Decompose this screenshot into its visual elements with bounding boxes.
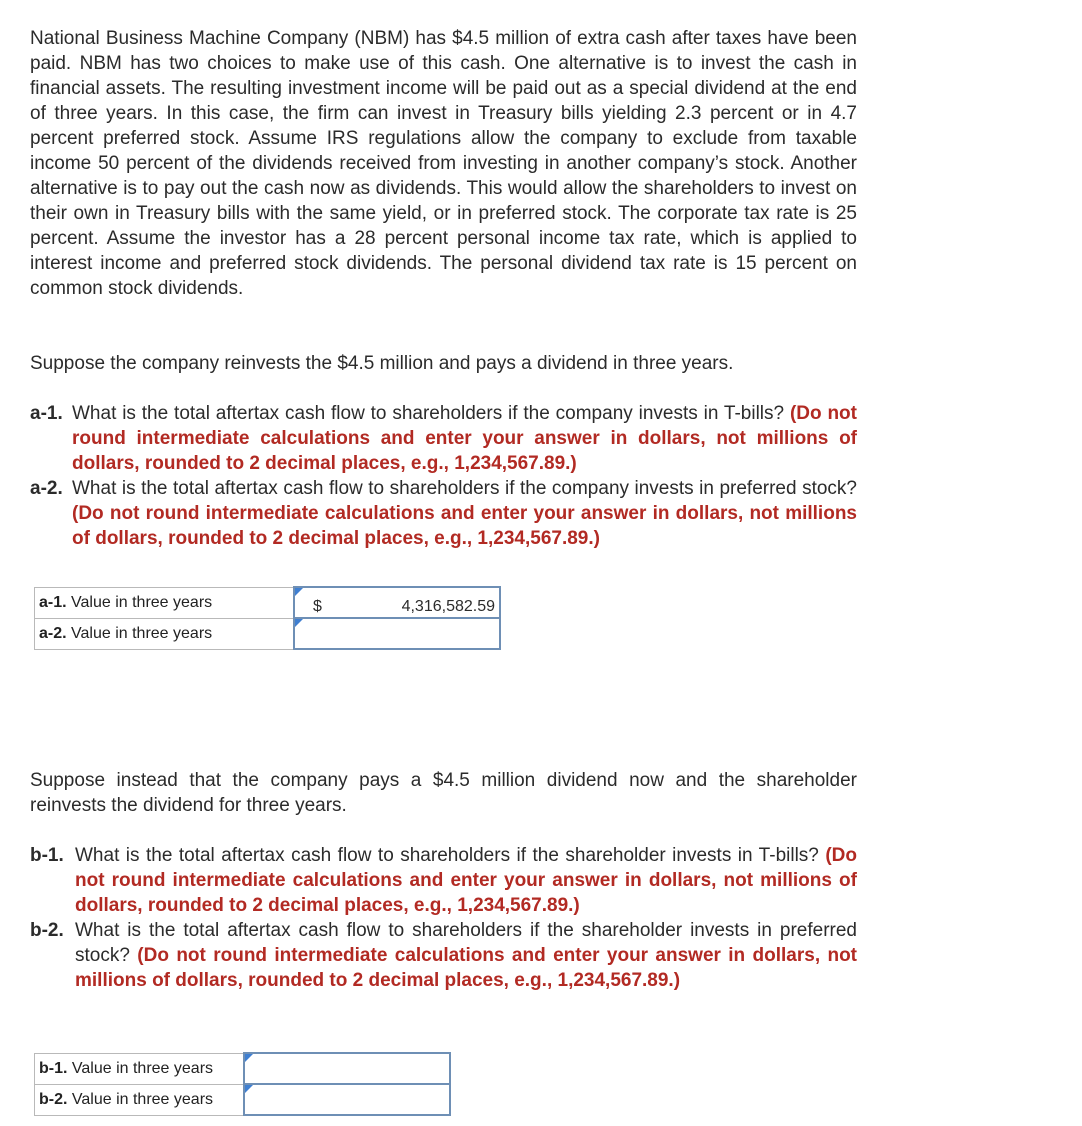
question-a2 <box>30 476 857 551</box>
row-b2-label: b-2. Value in three years <box>35 1084 245 1115</box>
currency-symbol: $ <box>313 598 322 615</box>
table-row <box>35 618 501 649</box>
question-b2 <box>30 918 857 993</box>
question-a1-label: a-1. <box>30 403 63 424</box>
answer-b2-input[interactable] <box>244 1084 450 1115</box>
table-row <box>35 1053 451 1084</box>
intro-paragraph: National Business Machine Company (NBM) has $4.5 million of extra cash after taxes have been paid. NBM has two choices to make use of this cash. One alternative is to invest the cash in financial assets. The resulting investment income will be paid out as a special dividend at the end of three years. In this case, the firm can invest in Treasury bills yielding 2.3 percent or in 4.7 percent preferred stock. Assume IRS regulations allow the company to exclude from taxable income 50 percent of the dividends received from investing in another company’s stock. Another alternative is to pay out the cash now as dividends. This would allow the shareholders to invest on their own in Treasury bills with the same yield, or in preferred stock. The corporate tax rate is 25 percent. Assume the investor has a 28 percent personal income tax rate, which is applied to interest income and preferred stock dividends. The personal dividend tax rate is 15 percent on common stock dividends. <box>30 28 857 299</box>
question-b2-text: What is the total aftertax cash flow to shareholders if the shareholder invests in preferred stock? <box>75 920 857 966</box>
answer-a1-value: 4,316,582.59 <box>401 598 495 615</box>
part-a-setup: Suppose the company reinvests the $4.5 million and pays a dividend in three years. <box>30 353 734 374</box>
row-b1-label: b-1. Value in three years <box>35 1053 245 1084</box>
question-a2-label: a-2. <box>30 478 63 499</box>
answer-b1-input[interactable] <box>244 1053 450 1084</box>
question-b2-hint: (Do not round intermediate calculations and enter your answer in dollars, not millions of dollars, rounded to 2 decimal places, e.g., 1,234,567.89.) <box>75 945 858 991</box>
question-b1-text: What is the total aftertax cash flow to shareholders if the shareholder invests in T-bills? <box>75 845 819 866</box>
table-row <box>35 587 501 618</box>
row-a2-label: a-2. Value in three years <box>35 618 295 649</box>
question-b1-hint: (Do not round intermediate calculations and enter your answer in dollars, not millions of dollars, rounded to 2 decimal places, e.g., 1,234,567.89.) <box>75 845 857 916</box>
question-a1-text: What is the total aftertax cash flow to shareholders if the company invests in T-bills? <box>72 403 785 424</box>
question-b2-label: b-2. <box>30 920 64 941</box>
question-a1 <box>30 401 857 476</box>
question-a2-hint: (Do not round intermediate calculations and enter your answer in dollars, not millions of dollars, rounded to 2 decimal places, e.g., 1,234,567.89.) <box>72 503 857 549</box>
question-b1-label: b-1. <box>30 845 64 866</box>
part-a-questions <box>30 401 857 551</box>
part-b-questions <box>30 843 857 993</box>
part-b-setup: Suppose instead that the company pays a $4.5 million dividend now and the shareholder reinvests the dividend for three years. <box>30 770 857 816</box>
answer-a2-input[interactable] <box>294 618 500 649</box>
table-row <box>35 1084 451 1115</box>
answer-a1-input[interactable] <box>294 587 500 618</box>
question-a1-hint: (Do not round intermediate calculations and enter your answer in dollars, not millions of dollars, rounded to 2 decimal places, e.g., 1,234,567.89.) <box>72 403 857 474</box>
answer-table-a <box>34 586 501 650</box>
question-a2-text: What is the total aftertax cash flow to shareholders if the company invests in preferred stock? <box>72 478 857 499</box>
answer-table-b <box>34 1052 451 1116</box>
question-b1 <box>30 843 857 918</box>
row-a1-label: a-1. Value in three years <box>35 587 295 618</box>
